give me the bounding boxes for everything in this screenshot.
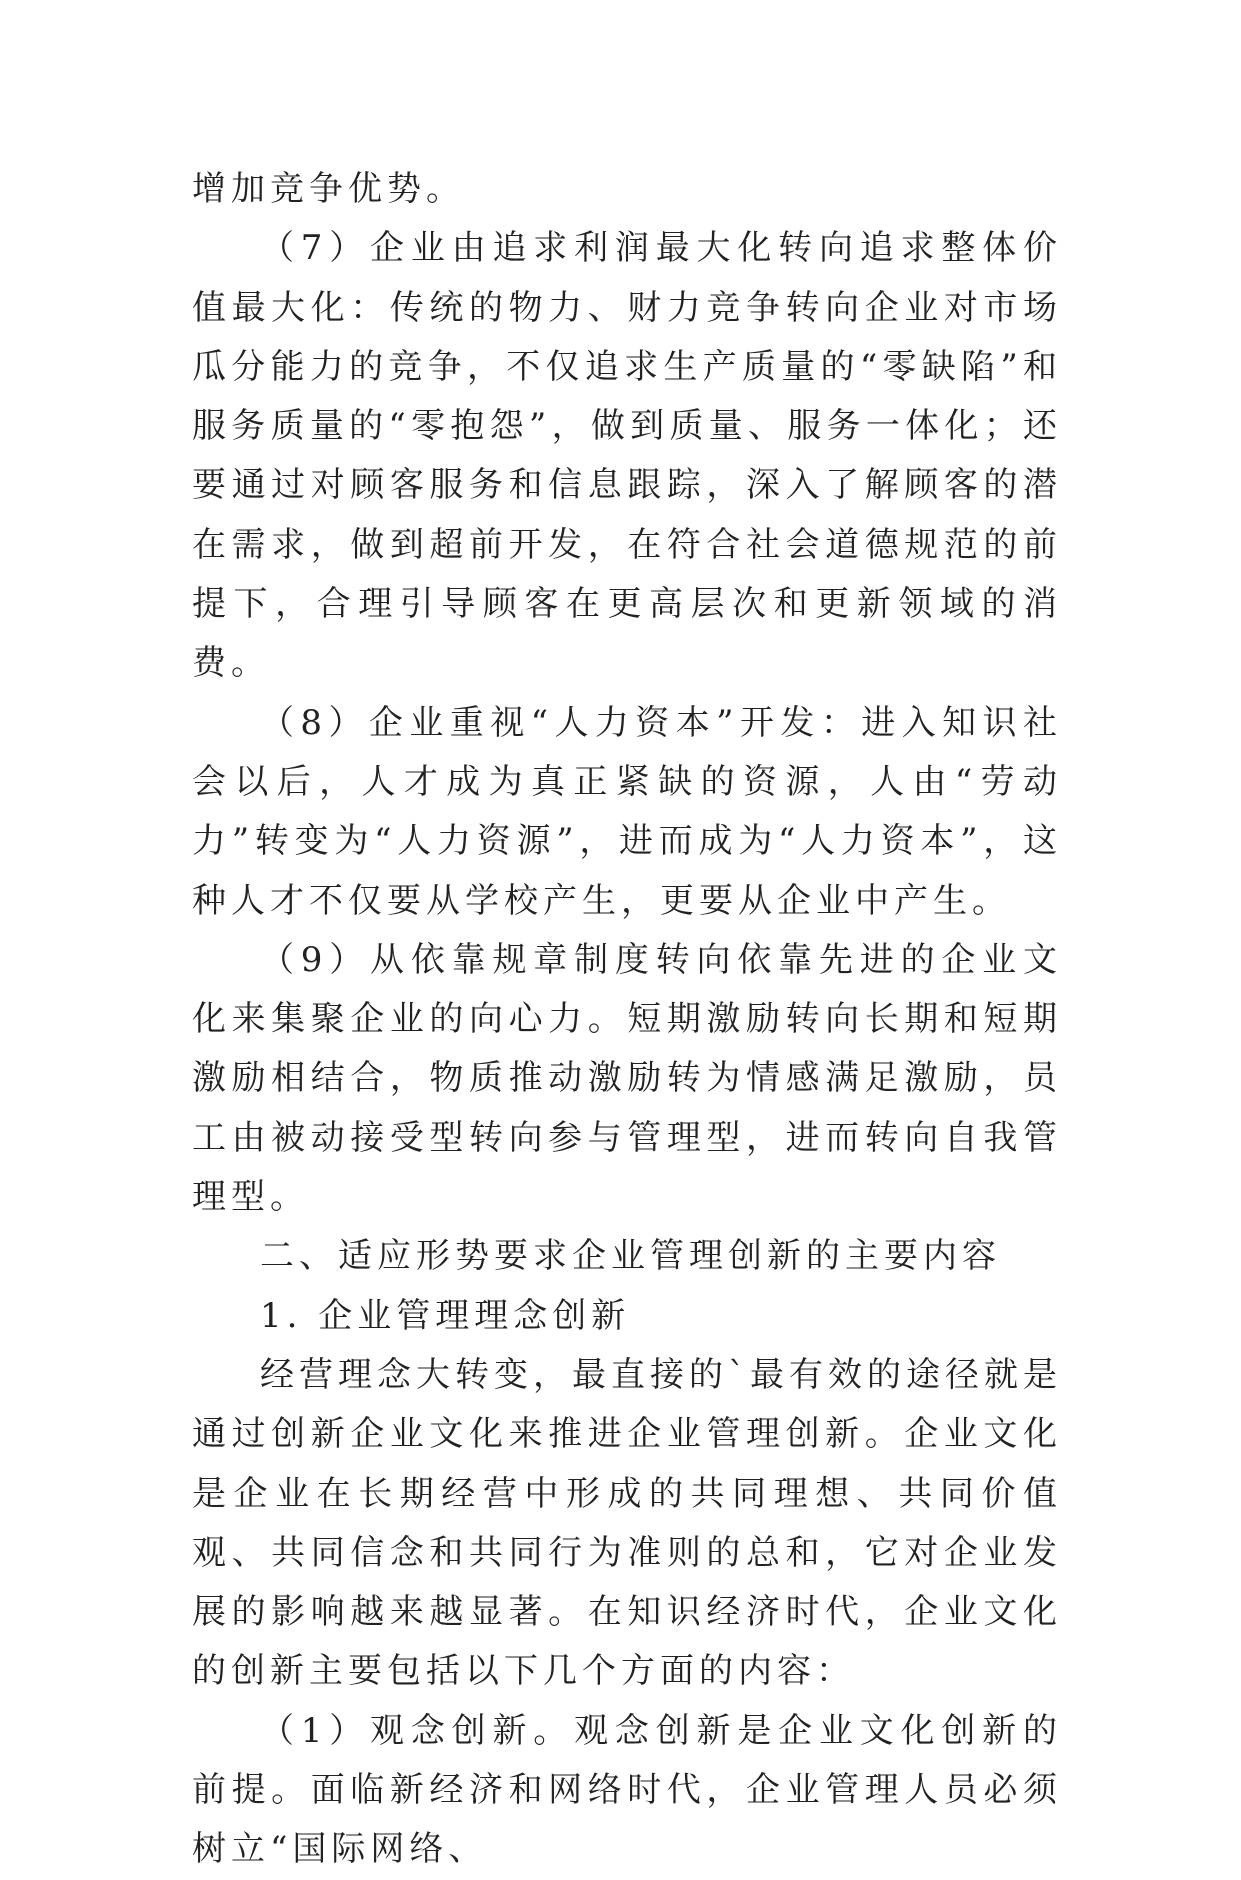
paragraph-item-7: （7）企业由追求利润最大化转向追求整体价值最大化：传统的物力、财力竞争转向企业对市场瓜分能力的竞争，不仅追求生产质量的“零缺陷”和服务质量的“零抱怨”，做到质量、服务一体化；还要通过对顾客服务和信息跟踪，深入了解顾客的潜在需求，做到超前开发，在符合社会道德规范的前提下，合理引导顾客在更高层次和更新领域的消费。 [192,228,1062,684]
paragraph-item-8: （8）企业重视“人力资本”开发：进入知识社会以后，人才成为真正紧缺的资源，人由“劳动力”转变为“人力资源”，进而成为“人力资本”，这种人才不仅要从学校产生，更要从企业中产生。 [192,702,1062,921]
paragraph-item-9: （9）从依靠规章制度转向依靠先进的企业文化来集聚企业的向心力。短期激励转向长期和短期激励相结合，物质推动激励转为情感满足激励，员工由被动接受型转向参与管理型，进而转向自我管理型。 [192,939,1062,1218]
subsection-heading: 1. 企业管理理念创新 [260,1295,631,1336]
paragraph-item-1: （1）观念创新。观念创新是企业文化创新的前提。面临新经济和网络时代，企业管理人员必须树立“国际网络、 [192,1710,1062,1870]
paragraph-continuation: 增加竞争优势。 [192,169,465,209]
paragraph-body: 经营理念大转变，最直接的`最有效的途径就是通过创新企业文化来推进企业管理创新。企业文化是企业在长期经营中形成的共同理想、共同价值观、共同信念和共同行为准则的总和，它对企业发展的影响越来越显著。在知识经济时代，企业文化的创新主要包括以下几个方面的内容： [192,1354,1062,1692]
section-heading: 二、适应形势要求企业管理创新的主要内容 [260,1236,1001,1277]
document-body [192,160,1062,1880]
